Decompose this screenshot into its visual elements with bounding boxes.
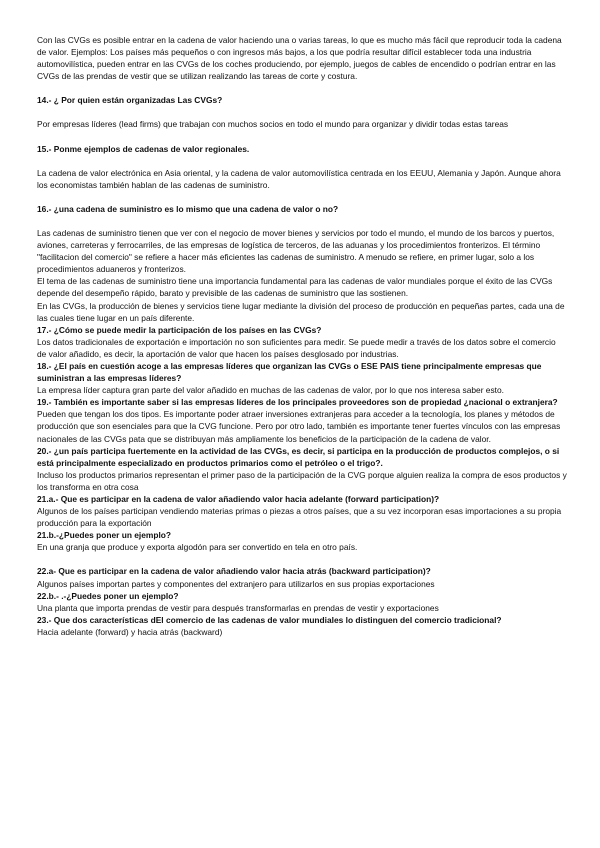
answer-15: La cadena de valor electrónica en Asia oriental, y la cadena de valor automovilística centrada en los EEUU, Alemania y Japón. Aunque ahora los economistas también hablan de las cadenas de suministro.	[37, 167, 561, 190]
answer-21b: En una granja que produce y exporta algodón para ser convertido en tela en otro país.	[37, 542, 358, 553]
answer-16-part-1: Las cadenas de suministro tienen que ver con el negocio de mover bienes y servicios por todo el mundo, el mundo de los barcos y puertos, aviones, carreteras y ferrocarriles, de las empresas de logística de terceros, de las aduanas y los procedimientos fronterizos. El término "facilitacion del comercio" se refiere a hacer más eficientes las cadenas de suministro. A menudo se refiere, en primer lugar, solo a los procedimientos aduaneros y fronterizos.	[37, 227, 555, 275]
answer-16-part-3: En las CVGs, la producción de bienes y servicios tiene lugar mediante la división del proceso de producción en pequeñas partes, cada una de las cuales tiene lugar en un país diferente.	[37, 300, 565, 323]
answer-18: La empresa líder captura gran parte del valor añadido en muchas de las cadenas de valor, por lo que nos interesa saber esto.	[37, 385, 504, 396]
answer-16-part-2: El tema de las cadenas de suministro tiene una importancia fundamental para las cadenas de valor mundiales porque el éxito de las CVGs depende del desempeño rápido, barato y previsible de las cadenas de suministro que las sostienen.	[37, 276, 553, 299]
question-22a: 22.a- Que es participar en la cadena de valor añadiendo valor hacia atrás (backward participation)?	[37, 566, 431, 577]
answer-17: Los datos tradicionales de exportación e importación no son suficientes para medir. Se puede medir a través de los datos sobre el comercio de valor añadido, es decir, la aportación de valor que hacen los países desglosado por industrias.	[37, 336, 556, 359]
answer-22b: Una planta que importa prendas de vestir para después transformarlas en prendas de vestir y exportaciones	[37, 602, 439, 613]
question-15: 15.- Ponme ejemplos de cadenas de valor regionales.	[37, 143, 250, 154]
answer-22a: Algunos países importan partes y componentes del extranjero para utilizarlos en sus propias exportaciones	[37, 578, 435, 589]
question-22b: 22.b.- .-¿Puedes poner un ejemplo?	[37, 590, 179, 601]
question-20: 20.- ¿un país participa fuertemente en la actividad de las CVGs, es decir, si participa en la producción de productos complejos, o si está principalmente especializado en productos primarios como el petróleo o el trigo?.	[37, 445, 560, 468]
document-page	[37, 34, 567, 638]
question-21a: 21.a.- Que es participar en la cadena de valor añadiendo valor hacia adelante (forward participation)?	[37, 494, 440, 504]
answer-21a: Algunos de los países participan vendiendo materias primas o piezas a otros países, que a su vez incorporan esas importaciones a su propia producción para la exportación	[37, 506, 562, 529]
answer-14: Por empresas líderes (lead firms) que trabajan con muchos socios en todo el mundo para organizar y dividir todas estas tareas	[37, 119, 509, 130]
answer-23: Hacia adelante (forward) y hacia atrás (backward)	[37, 626, 223, 637]
answer-20: Incluso los productos primarios representan el primer paso de la participación de la CVG porque alguien realiza la compra de esos productos y los transforma en otra cosa	[37, 469, 567, 492]
question-16: 16.- ¿una cadena de suministro es lo mismo que una cadena de valor o no?	[37, 203, 339, 214]
question-14: 14.- ¿ Por quien están organizadas Las CVGs?	[37, 95, 223, 106]
question-19: 19.- También es importante saber si las empresas líderes de los principales proveedores son de propiedad ¿nacional o extranjera?	[37, 397, 558, 408]
question-18: 18.- ¿El país en cuestión acoge a las empresas líderes que organizan las CVGs o ESE PAIS tiene principalmente empresas que suministran a las empresas líderes?	[37, 360, 542, 384]
answer-19: Pueden que tengan los dos tipos. Es importante poder atraer inversiones extranjeras para acceder a la tecnología, los planes y métodos de producción que son esenciales para que la CVG funcione. Pero por otro lado, también es importante tener fuertes vínculos con las empresas nacionales de las CVGs pata que se distribuyan más ampliamente los beneficios de la participación de la cadena de valor.	[37, 409, 561, 444]
intro-paragraph: Con las CVGs es posible entrar en la cadena de valor haciendo una o varias tareas, lo que es mucho más fácil que reproducir toda la cadena de valor. Ejemplos: Los países más pequeños o con ingresos más bajos, a los que podría resultar difícil establecer toda una industria automovilística, pueden entrar en las CVGs de los coches produciendo, por ejemplo, juegos de cables de encendido o podrían entrar en las CVGs de las prendas de vestir que se utilizan realizando las tareas de corte y costura.	[37, 35, 562, 82]
question-21b: 21.b.-¿Puedes poner un ejemplo?	[37, 530, 172, 541]
question-17: 17.- ¿Cómo se puede medir la participación de los países en las CVGs?	[37, 324, 322, 335]
question-23: 23.- Que dos características dEl comercio de las cadenas de valor mundiales lo distinguen del comercio tradicional?	[37, 614, 502, 625]
